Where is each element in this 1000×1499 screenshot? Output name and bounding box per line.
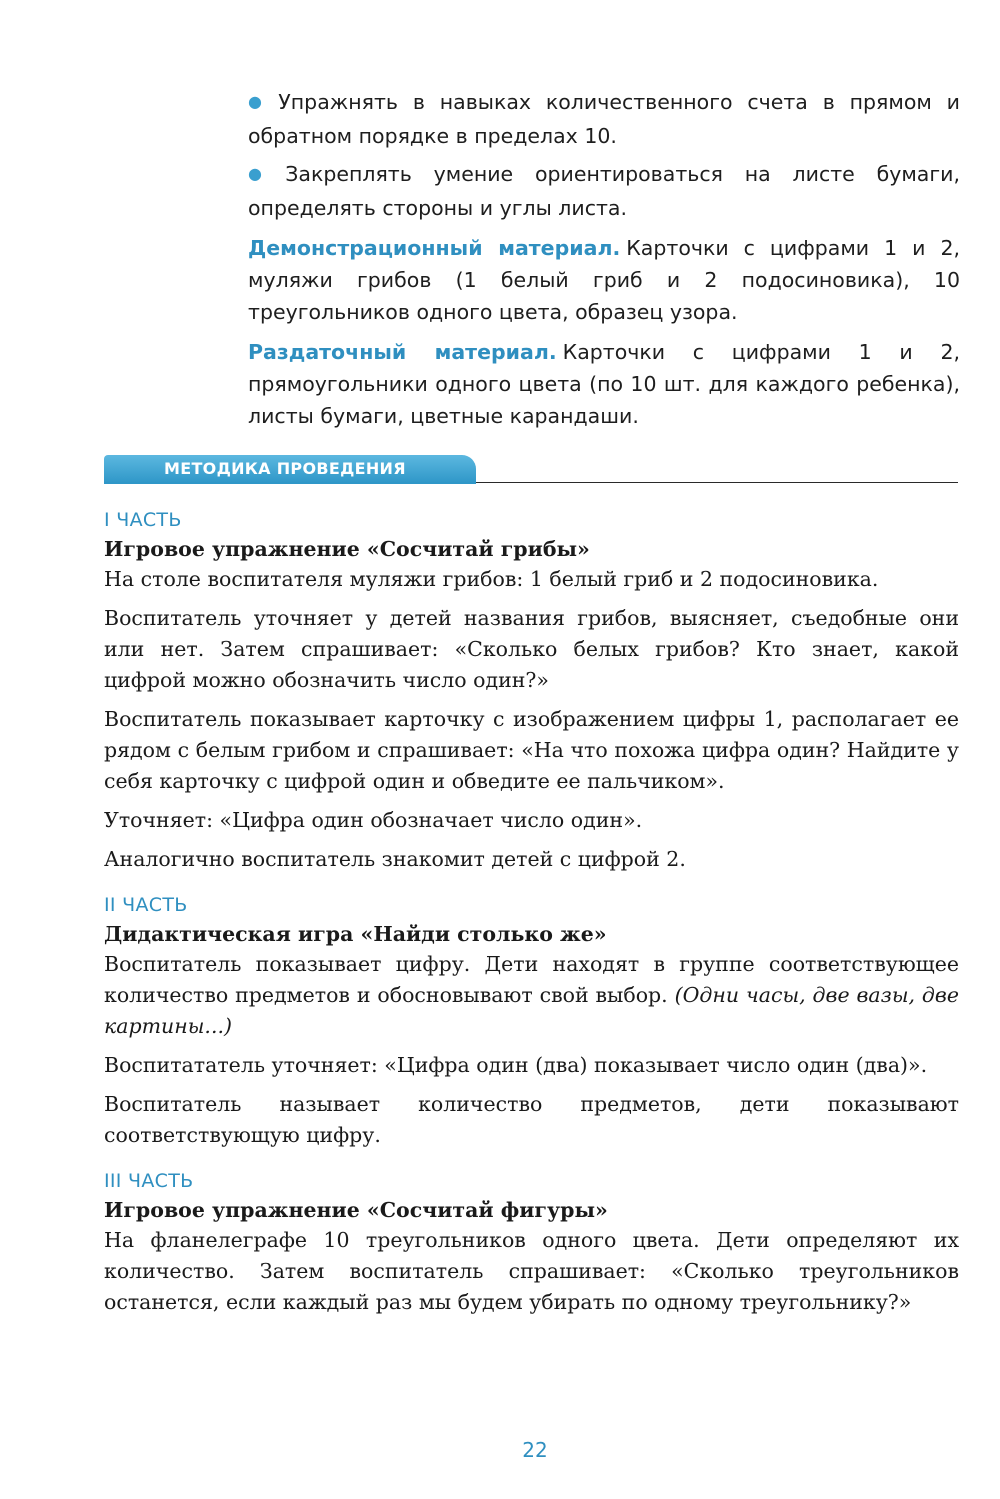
paragraph: Аналогично воспитатель знакомит детей с цифрой 2. <box>104 847 686 871</box>
handout-material-label: Раздаточный материал. <box>248 340 557 364</box>
paragraph <box>104 949 959 1042</box>
section-title: МЕТОДИКА ПРОВЕДЕНИЯ <box>164 459 406 478</box>
paragraph: Воспитатель уточняет у детей названия грибов, выясняет, съедобные они или нет. Затем спрашивает: «Сколько белых грибов? Кто знает, какой цифрой можно обозначить число один?» <box>104 606 959 692</box>
goal-bullet-2 <box>248 158 960 224</box>
part-2-heading: II ЧАСТЬ <box>104 894 188 916</box>
part-1-heading: I ЧАСТЬ <box>104 509 182 531</box>
part-3-heading: III ЧАСТЬ <box>104 1170 194 1192</box>
demo-material-text: Карточки с цифрами 1 и 2, муляжи грибов (1 белый гриб и 2 подосиновика), 10 треугольников одного цвета, образец узора. <box>248 236 961 324</box>
part-3-title: Игровое упражнение «Сосчитай фигуры» <box>104 1198 608 1222</box>
paragraph: Воспитатель называет количество предметов, дети показывают соответствующую цифру. <box>104 1092 959 1147</box>
method-body <box>104 506 959 1326</box>
materials-block <box>248 86 960 440</box>
paragraph: На фланелеграфе 10 треугольников одного цвета. Дети определяют их количество. Затем воспитатель спрашивает: «Сколько треугольников останется, если каждый раз мы будем убирать по одному треугольнику?» <box>104 1228 959 1314</box>
handout-material <box>248 336 960 432</box>
goal-text: Закреплять умение ориентироваться на листе бумаги, определять стороны и углы листа. <box>248 162 960 220</box>
paragraph: На столе воспитателя муляжи грибов: 1 белый гриб и 2 подосиновика. <box>104 567 879 591</box>
paragraph-example: (Одни часы, две вазы, две картины...) <box>104 983 959 1038</box>
part-2-title: Дидактическая игра «Найди столько же» <box>104 922 607 946</box>
goal-bullet-1 <box>248 86 960 152</box>
section-header <box>104 455 958 485</box>
section-divider <box>476 482 958 483</box>
bullet-dot-icon: ● <box>248 92 271 111</box>
page-number: 22 <box>522 1438 548 1462</box>
goal-text: Упражнять в навыках количественного счета в прямом и обратном порядке в пределах 10. <box>248 90 960 148</box>
paragraph-text: Воспитатель показывает цифру. Дети находят в группе соответствующее количество предметов и обосновывают свой выбор. <box>104 952 959 1007</box>
paragraph: Воспитатель показывает карточку с изображением цифры 1, располагает ее рядом с белым грибом и спрашивает: «На что похожа цифра один? Найдите у себя карточку с цифрой один и обведите ее пальчиком». <box>104 707 959 793</box>
bullet-dot-icon: ● <box>248 164 278 183</box>
paragraph: Уточняет: «Цифра один обозначает число один». <box>104 808 643 832</box>
demo-material-label: Демонстрационный материал. <box>248 236 621 260</box>
paragraph: Воспитататель уточняет: «Цифра один (два) показывает число один (два)». <box>104 1053 928 1077</box>
demo-material <box>248 232 960 328</box>
part-1-title: Игровое упражнение «Сосчитай грибы» <box>104 537 590 561</box>
handout-material-text: Карточки с цифрами 1 и 2, прямоугольники одного цвета (по 10 шт. для каждого ребенка), листы бумаги, цветные карандаши. <box>248 340 961 428</box>
section-underline <box>104 482 476 484</box>
